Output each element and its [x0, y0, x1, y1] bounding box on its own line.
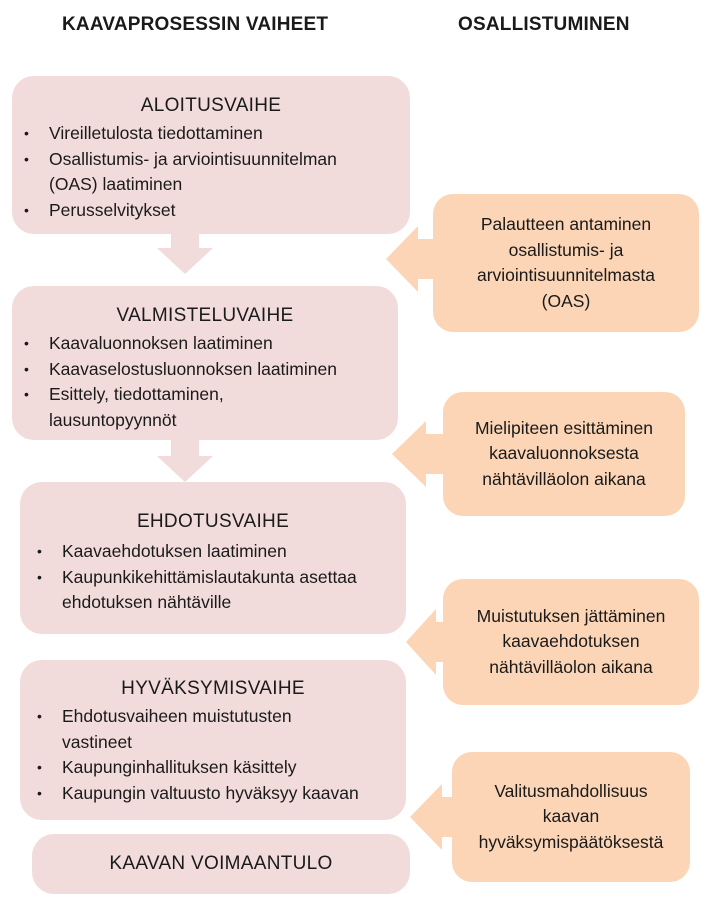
left-arrow-2: [392, 421, 446, 487]
participation-box-3: [443, 579, 699, 705]
header-phases: KAAVAPROSESSIN VAIHEET: [62, 14, 329, 35]
participation-box-2: [443, 392, 685, 516]
down-arrow-2: [157, 438, 213, 482]
header-participation: OSALLISTUMINEN: [458, 14, 630, 35]
list-item: • Kaupungin valtuusto hyväksyy kaavan: [37, 782, 359, 803]
participation-text: Muistutuksen jättäminen kaavaehdotuksen nähtävilläolon aikana: [476, 605, 666, 677]
list-item: • Kaavaselostusluonnoksen laatiminen: [24, 358, 337, 379]
list-item: • Kaavaehdotuksen laatiminen: [37, 541, 287, 561]
phase-kaavan-voimaantulo: [32, 834, 410, 894]
phase-title: ALOITUSVAIHE: [140, 95, 282, 116]
phase-aloitusvaihe: [12, 76, 410, 234]
list-item: • Ehdotusvaiheen muistutusten vastineet: [37, 706, 292, 752]
down-arrow-1: [157, 232, 213, 274]
phase-title: EHDOTUSVAIHE: [136, 511, 290, 532]
participation-text: Valitusmahdollisuus kaavan hyväksymispäätöksestä: [478, 780, 664, 852]
phase-title: HYVÄKSYMISVAIHE: [121, 678, 305, 699]
phase-title: VALMISTELUVAIHE: [116, 305, 294, 326]
left-arrow-1: [386, 226, 436, 292]
list-item: • Esittely, tiedottaminen, lausuntopyynnöt: [24, 384, 224, 430]
list-item: • Osallistumis- ja arviointisuunnitelman (OAS) laatiminen: [24, 148, 337, 194]
participation-text: Mielipiteen esittäminen kaavaluonnoksesta nähtävilläolon aikana: [474, 417, 653, 489]
phase-valmisteluvaihe: [12, 286, 398, 440]
list-item: • Kaavaluonnoksen laatiminen: [24, 333, 273, 353]
participation-box-1: [433, 194, 699, 332]
participation-box-4: [452, 752, 690, 882]
phase-hyvaksymisvaihe: [20, 660, 406, 820]
phase-ehdotusvaihe: [20, 482, 406, 634]
participation-text: Palautteen antaminen osallistumis- ja arviointisuunnitelmasta (OAS): [476, 214, 655, 311]
list-item: • Kaupunginhallituksen käsittely: [37, 757, 297, 777]
list-item: • Kaupunkikehittämislautakunta asettaa ehdotuksen nähtäville: [37, 566, 357, 612]
phase-title: KAAVAN VOIMAANTULO: [109, 853, 333, 874]
list-item: • Perusselvitykset: [24, 199, 176, 220]
left-arrow-4: [410, 784, 458, 850]
list-item: • Vireilletulosta tiedottaminen: [24, 123, 263, 143]
